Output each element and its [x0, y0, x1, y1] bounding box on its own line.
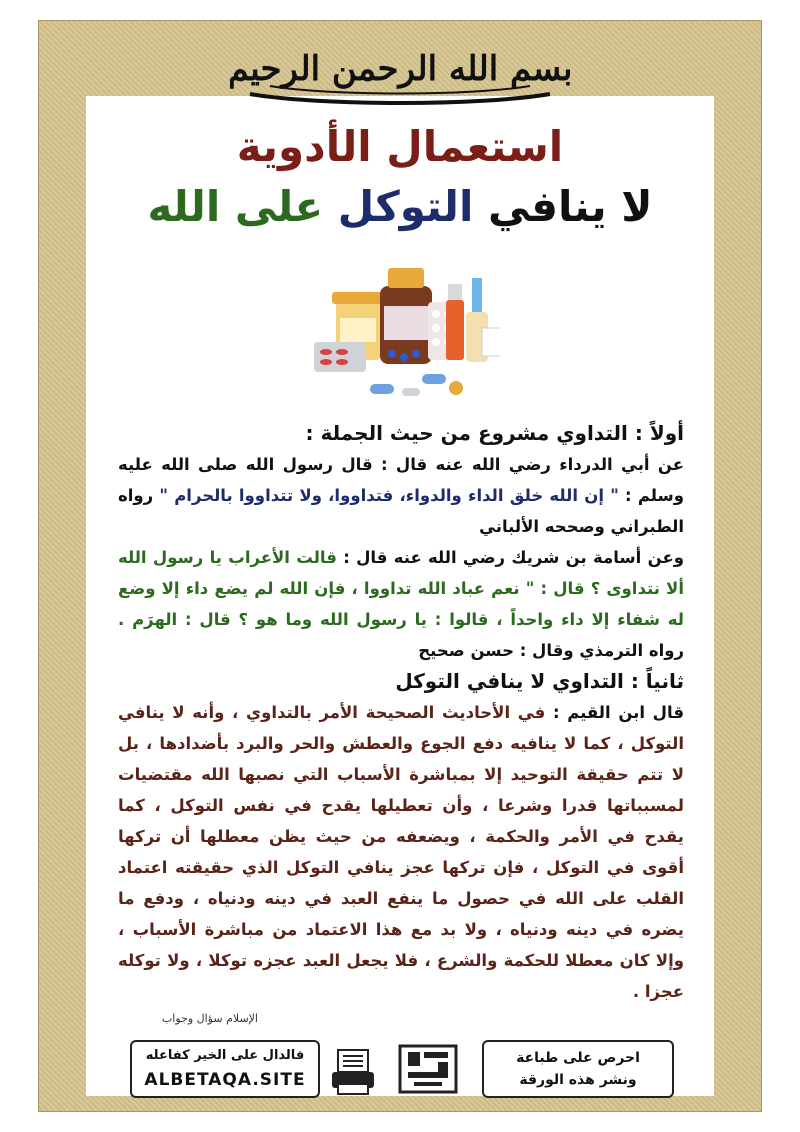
hadith-intro-2: وعن أسامة بن شريك رضي الله عنه قال : — [343, 548, 684, 567]
medicine-bottles-icon — [300, 262, 500, 402]
svg-text:بسم الله الرحمن الرحيم: بسم الله الرحمن الرحيم — [230, 49, 570, 89]
quote-intro: قال ابن القيم : — [552, 703, 685, 722]
footer-logo-area — [330, 1040, 470, 1098]
footer-site-link[interactable]: ALBETAQA.SITE — [144, 1070, 306, 1090]
footer-right-box — [482, 1040, 674, 1098]
title-part-a: لا ينافي — [487, 182, 653, 231]
footer — [130, 1040, 674, 1098]
source-credit: الإسلام سؤال وجواب — [161, 1012, 258, 1025]
title-line-1: استعمال الأدوية — [236, 122, 564, 171]
footer-print-line2: ونشر هذه الورقة — [519, 1072, 637, 1088]
basmala-calligraphy — [230, 24, 570, 114]
title-line-2 — [86, 182, 714, 231]
dawa-logo — [400, 1046, 456, 1092]
quote-body: في الأحاديث الصحيحة الأمر بالتداوي ، وأنه لا ينافي التوكل ، كما لا ينافيه دفع الجوع والعطش والحر والبرد بأضدادها ، بل لا تتم حقيقة التوحيد إلا بمباشرة الأسباب التي نصبها الله مقتضيات لمسبباتها قدرا وشرعا ، وأن تعطيلها يقدح في نفس التوكل ، كما يقدح في الأمر والحكمة ، ويضعفه من حيث يظن معطلها أن تركها أقوى في التوكل ، فإن تركها عجز ينافي التوكل الذي حقيقته اعتماد القلب على الله في حصول ما ينفع العبد في دينه ودنياه ، ودفع ما يضره في دينه ودنياه ، ولا بد مع هذا الاعتماد من مباشرة الأسباب ، وإلا كان معطلا للحكمة والشرع ، فلا يجعل العبد عجزه توكلا ، ولا توكله عجزا . — [118, 703, 684, 1001]
title-part-c: على الله — [147, 182, 324, 231]
section1-paragraph-1 — [118, 449, 684, 542]
article-body — [118, 418, 684, 1007]
hadith-intro: عن أبي الدرداء رضي الله عنه قال : قال رسول الله صلى الله عليه وسلم : — [118, 455, 684, 505]
hadith-source: رواه الطبراني وصححه الألباني — [118, 486, 684, 536]
footer-motto: فالدال على الخير كفاعله — [145, 1048, 305, 1063]
footer-left-box — [130, 1040, 320, 1098]
section1-heading: أولاً : التداوي مشروع من حيث الجملة : — [305, 421, 684, 445]
section2-paragraph — [118, 697, 684, 1007]
title-part-b: التوكل — [337, 182, 474, 231]
hadith-source-2: رواه الترمذي وقال : حسن صحيح — [418, 641, 684, 660]
footer-print-line1: احرص على طباعة — [516, 1050, 640, 1066]
hadith-quote-2: قالت الأعراب يا رسول الله ألا نتداوى ؟ قال : " نعم عباد الله تداووا ، فإن الله لم يضع داء إلا وضع له شفاء إلا داء واحداً ، قالوا : يا رسول الله وما هو ؟ قال : الهرَم . — [118, 548, 684, 629]
section2-heading: ثانياً : التداوي لا ينافي التوكل — [395, 669, 684, 693]
section1-paragraph-2 — [118, 542, 684, 666]
printer-icon — [332, 1050, 374, 1094]
hadith-quote: " إن الله خلق الداء والدواء، فتداووا، ولا تتداووا بالحرام " — [159, 486, 619, 505]
